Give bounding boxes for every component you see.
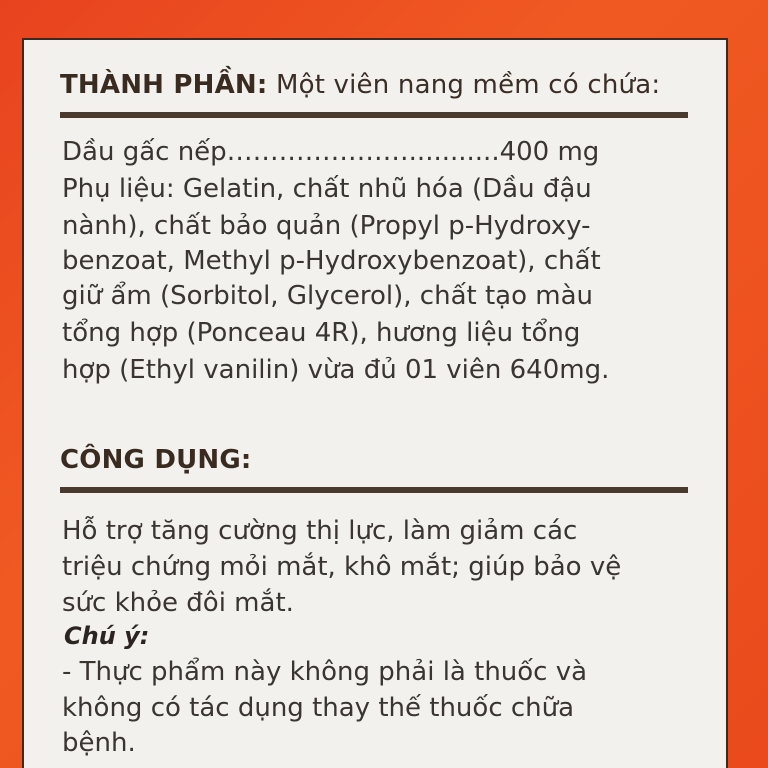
ingredient-line: nành), chất bảo quản (Propyl p-Hydroxy- <box>62 211 591 241</box>
ingredient-line: giữ ẩm (Sorbitol, Glycerol), chất tạo màu <box>62 281 593 311</box>
ingredients-heading-text: Một viên nang mềm có chứa: <box>267 70 661 100</box>
ingredients-heading-label: THÀNH PHẦN: <box>60 70 268 100</box>
note-line: - Thực phẩm này không phải là thuốc và <box>62 657 588 687</box>
ingredients-divider <box>60 112 688 118</box>
label-panel <box>22 38 728 768</box>
uses-heading-label: CÔNG DỤNG: <box>60 445 252 475</box>
ingredient-line: benzoat, Methyl p-Hydroxybenzoat), chất <box>62 246 601 276</box>
note-line: không có tác dụng thay thế thuốc chữa <box>62 693 575 723</box>
ingredients-heading <box>60 70 660 100</box>
uses-line: triệu chứng mỏi mắt, khô mắt; giúp bảo vệ <box>62 552 622 582</box>
uses-divider <box>60 487 688 493</box>
ingredient-line: Phụ liệu: Gelatin, chất nhũ hóa (Dầu đậu <box>62 174 592 204</box>
ingredient-line: tổng hợp (Ponceau 4R), hương liệu tổng <box>62 318 581 348</box>
ingredient-line: hợp (Ethyl vanilin) vừa đủ 01 viên 640mg. <box>62 355 610 385</box>
uses-line: sức khỏe đôi mắt. <box>62 588 294 618</box>
note-title: Chú ý: <box>64 622 150 650</box>
note-line: bệnh. <box>62 728 136 758</box>
uses-line: Hỗ trợ tăng cường thị lực, làm giảm các <box>62 516 578 546</box>
uses-heading <box>60 445 252 475</box>
ingredient-line: Dầu gấc nếp…………………...........400 mg <box>62 137 600 167</box>
